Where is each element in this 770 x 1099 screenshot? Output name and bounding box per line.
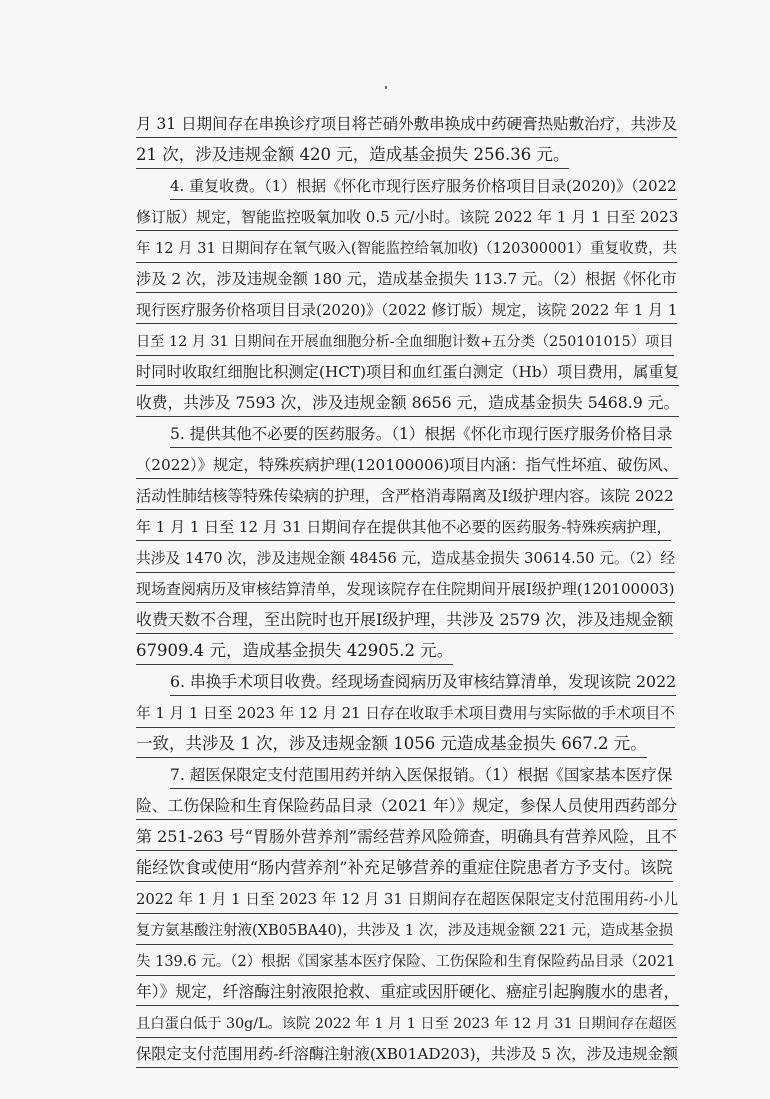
text-line: 共涉及 1470 次，涉及违规金额 48456 元，造成基金损失 30614.50 元。（2）经	[0, 546, 770, 577]
text-line: 能经饮食或使用“肠内营养剂”补充足够营养的重症住院患者方予支付。该院	[0, 856, 770, 887]
text-line: 67909.4 元，造成基金损失 42905.2 元。	[0, 639, 770, 670]
text-line: 复方氨基酸注射液(XB05BA40)，共涉及 1 次，涉及违规金额 221 元，造成基金损	[0, 918, 770, 949]
text-line: 第 251-263 号“胃肠外营养剂”需经营养风险筛查，明确具有营养风险，且不	[0, 825, 770, 856]
section-7-heading-line: 7. 超医保限定支付范围用药并纳入医保报销。（1）根据《国家基本医疗保	[0, 763, 770, 794]
section-6-heading-line: 6. 串换手术项目收费。经现场查阅病历及审核结算清单，发现该院 2022	[0, 670, 770, 701]
text-line: 收费，共涉及 7593 次，涉及违规金额 8656 元，造成基金损失 5468.9 元。	[0, 391, 770, 422]
text-line: 保限定支付范围用药-纤溶酶注射液(XB01AD203)，共涉及 5 次，涉及违规金额	[0, 1042, 770, 1073]
text-line: 险、工伤保险和生育保险药品目录（2021 年）》规定，参保人员使用西药部分	[0, 794, 770, 825]
text-line: 21 次，涉及违规金额 420 元，造成基金损失 256.36 元。	[0, 143, 770, 174]
text-line: 日至 12 月 31 日期间在开展血细胞分析-全血细胞计数+五分类（250101015）项目	[0, 329, 770, 360]
text-line: 年 12 月 31 日期间存在氧气吸入(智能监控给氧加收)（120300001）重复收费，共	[0, 236, 770, 267]
text-line: 年 1 月 1 日至 2023 年 12 月 21 日存在收取手术项目费用与实际做的手术项目不	[0, 701, 770, 732]
text-line: 一致，共涉及 1 次，涉及违规金额 1056 元造成基金损失 667.2 元。	[0, 732, 770, 763]
text-line: 活动性肺结核等特殊传染病的护理，含严格消毒隔离及Ⅰ级护理内容。该院 2022	[0, 484, 770, 515]
text-line: 现场查阅病历及审核结算清单，发现该院存在住院期间开展Ⅰ级护理(120100003)	[0, 577, 770, 608]
text-line: 修订版）规定，智能监控吸氧加收 0.5 元/小时。该院 2022 年 1 月 1 日至 2023	[0, 205, 770, 236]
text-line: 2022 年 1 月 1 日至 2023 年 12 月 31 日期间存在超医保限定支付范围用药-小儿	[0, 887, 770, 918]
text-line: 时同时收取红细胞比积测定(HCT)项目和血红蛋白测定（Hb）项目费用，属重复	[0, 360, 770, 391]
text-line: 失 139.6 元。（2）根据《国家基本医疗保险、工伤保险和生育保险药品目录（2021	[0, 949, 770, 980]
text-line: 月 31 日期间存在串换诊疗项目将芒硝外敷串换成中药硬膏热贴敷治疗，共涉及	[0, 112, 770, 143]
text-line: 年 1 月 1 日至 12 月 31 日期间存在提供其他不必要的医药服务-特殊疾病护理，	[0, 515, 770, 546]
text-line: 且白蛋白低于 30g/L。该院 2022 年 1 月 1 日至 2023 年 12 月 31 日期间存在超医	[0, 1011, 770, 1042]
text-line: 收费天数不合理，至出院时也开展Ⅰ级护理，共涉及 2579 次，涉及违规金额	[0, 608, 770, 639]
text-line: 涉及 2 次，涉及违规金额 180 元，造成基金损失 113.7 元。（2）根据《怀化市	[0, 267, 770, 298]
text-line: 现行医疗服务价格项目目录(2020)》（2022 修订版）规定，该院 2022 年 1 月 1	[0, 298, 770, 329]
scan-speck	[385, 86, 387, 89]
text-line: （2022）》规定，特殊疾病护理(120100006)项目内涵：指气性坏疽、破伤风、	[0, 453, 770, 484]
section-5-heading-line: 5. 提供其他不必要的医药服务。（1）根据《怀化市现行医疗服务价格目录	[0, 422, 770, 453]
text-line: 年）》规定，纤溶酶注射液限抢救、重症或因肝硬化、癌症引起胸腹水的患者，	[0, 980, 770, 1011]
section-4-heading-line: 4. 重复收费。（1）根据《怀化市现行医疗服务价格项目目录(2020)》（2022	[0, 174, 770, 205]
